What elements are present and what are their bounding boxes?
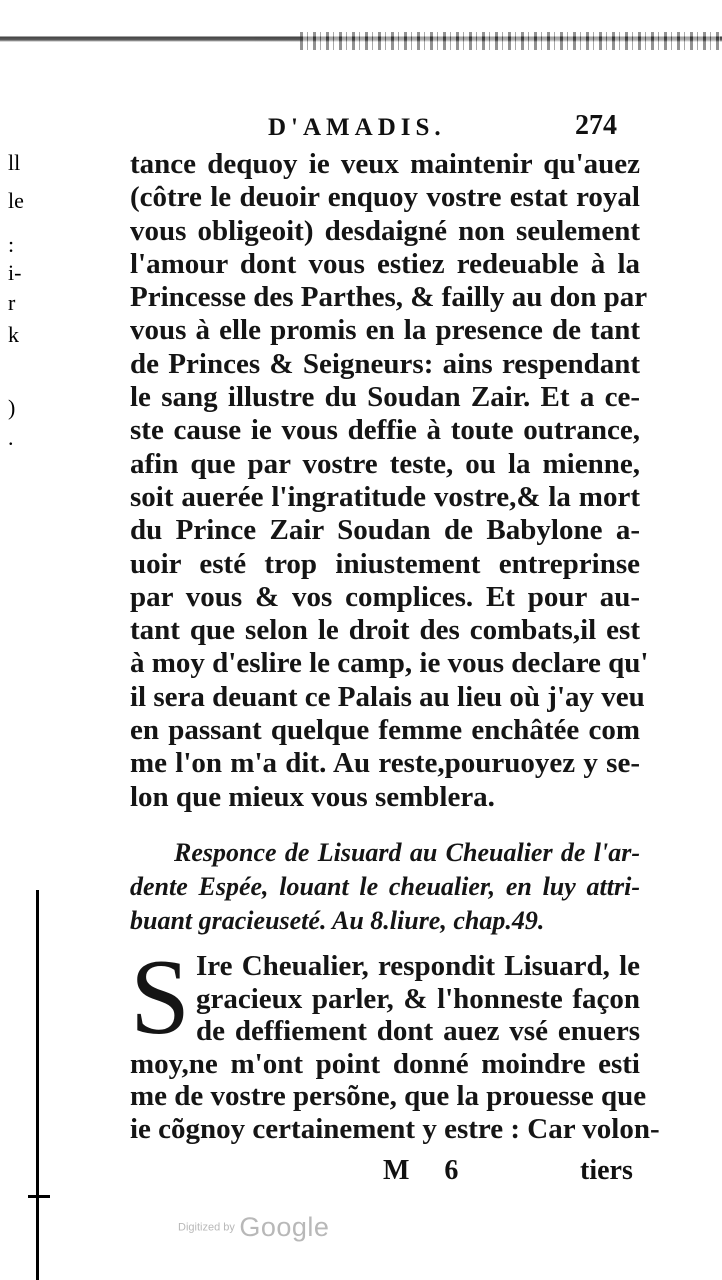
text-line: ie cõgnoy certainement y estre : Car volon- bbox=[130, 1112, 660, 1145]
text-line: lon que mieux vous semblera. bbox=[130, 780, 495, 813]
text-line: me de vostre persõne, que la prouesse que bbox=[130, 1080, 647, 1113]
margin-mark: ) bbox=[8, 395, 16, 420]
page-number: 274 bbox=[575, 110, 617, 141]
text-line: du Prince Zair Soudan de Babylone a- bbox=[130, 514, 640, 547]
binding-tick bbox=[28, 1195, 50, 1198]
drop-cap: S bbox=[130, 938, 191, 1057]
margin-mark: : bbox=[8, 232, 15, 257]
text-line: il sera deuant ce Palais au lieu où j'ay veu bbox=[130, 680, 645, 713]
text-line: ste cause ie vous deffie à toute outrance, bbox=[130, 414, 640, 447]
text-line: l'amour dont vous estiez redeuable à la bbox=[130, 247, 640, 280]
text-line: de Princes & Seigneurs: ains respendant bbox=[130, 347, 640, 380]
page-header bbox=[0, 108, 722, 148]
text-line: Princesse des Parthes, & failly au don par bbox=[130, 281, 648, 314]
text-line: tance dequoy ie veux maintenir qu'auez bbox=[130, 148, 640, 180]
text-line: Ire Cheualier, respondit Lisuard, le bbox=[196, 950, 640, 982]
catchword: tiers bbox=[580, 1155, 633, 1186]
text-line: tant que selon le droit des combats,il est bbox=[130, 614, 640, 647]
text-line: soit auerée l'ingratitude vostre,& la mort bbox=[130, 480, 640, 513]
text-line: en passant quelque femme enchâtée com bbox=[130, 714, 640, 747]
watermark-prefix: Digitized by bbox=[178, 1221, 235, 1234]
digitized-watermark bbox=[178, 1212, 329, 1243]
margin-mark: ll bbox=[8, 150, 21, 175]
adjacent-page-margin bbox=[0, 150, 40, 1250]
body-paragraph bbox=[130, 148, 649, 814]
heading-line: Responce de Lisuard au Cheualier de l'ar- bbox=[174, 838, 640, 867]
running-title: D'AMADIS. bbox=[268, 114, 446, 141]
margin-mark: r bbox=[8, 290, 16, 315]
watermark-brand: Google bbox=[239, 1212, 330, 1242]
margin-mark: i- bbox=[8, 260, 22, 285]
margin-mark: k bbox=[8, 322, 19, 347]
text-line: me l'on m'a dit. Au reste,pouruoyez y se- bbox=[130, 747, 640, 780]
page-footer bbox=[0, 1155, 722, 1195]
text-line: afin que par vostre teste, ou la mienne, bbox=[130, 447, 640, 480]
text-line: de deffiement dont auez vsé enuers bbox=[196, 1015, 640, 1048]
text-line: le sang illustre du Soudan Zair. Et a ce- bbox=[130, 381, 640, 414]
text-line: (côtre le deuoir enquoy vostre estat royal bbox=[130, 181, 640, 214]
heading-line: buant gracieuseté. Au 8.liure, chap.49. bbox=[130, 906, 545, 935]
signature-mark: M 6 bbox=[383, 1155, 473, 1186]
margin-mark: . bbox=[8, 425, 14, 450]
text-line: à moy d'eslire le camp, ie vous declare qu' bbox=[130, 647, 649, 680]
text-line: moy,ne m'ont point donné moindre esti bbox=[130, 1047, 640, 1080]
top-page-edge bbox=[0, 28, 722, 54]
text-line: par vous & vos complices. Et pour au- bbox=[130, 580, 640, 613]
reply-paragraph bbox=[130, 938, 660, 1146]
text-line: vous obligeoit) desdaigné non seulement bbox=[130, 214, 640, 247]
text-line: uoir esté trop iniustement entreprinse bbox=[130, 547, 640, 580]
binding-line bbox=[36, 890, 39, 1280]
heading-line: dente Espée, louant le cheualier, en luy attri- bbox=[130, 872, 640, 901]
section-heading bbox=[130, 836, 640, 938]
margin-mark: le bbox=[8, 188, 24, 213]
text-line: vous à elle promis en la presence de tant bbox=[130, 314, 640, 347]
text-line: gracieux parler, & l'honneste façon bbox=[196, 982, 640, 1015]
